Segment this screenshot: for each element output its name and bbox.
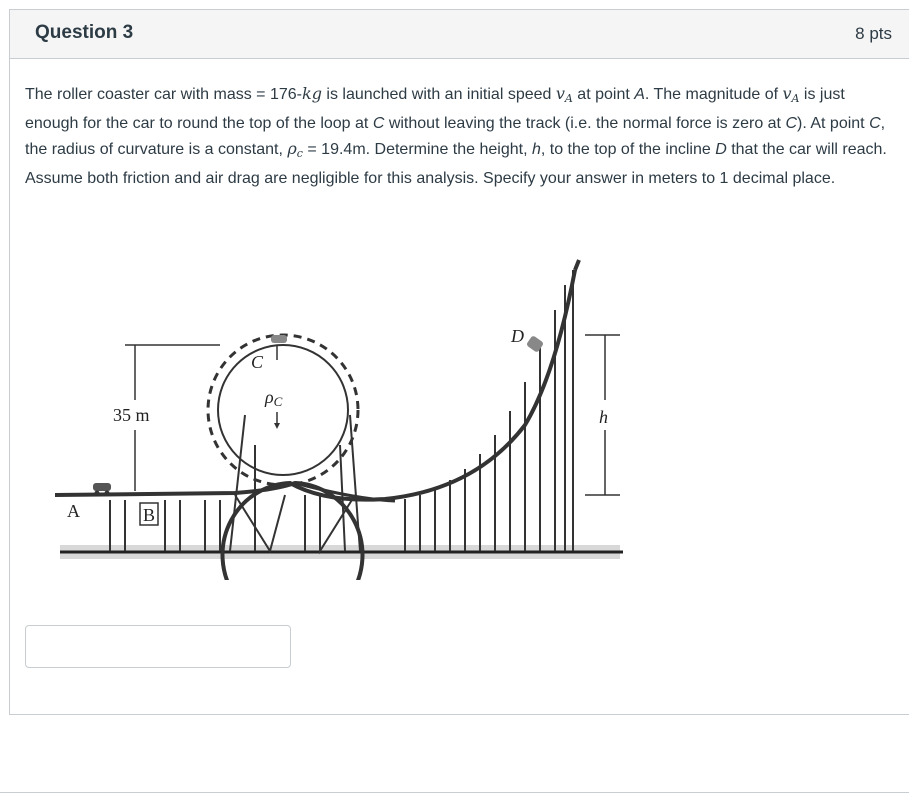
- text-segment: is launched with an initial speed: [321, 86, 556, 103]
- point-d: D: [715, 141, 727, 158]
- coaster-car-top-icon: [271, 335, 287, 343]
- question-title: Question 3: [35, 22, 134, 43]
- math-v: v: [782, 84, 792, 103]
- question-points: 8 pts: [855, 24, 892, 43]
- question-text: [25, 81, 887, 191]
- answer-input[interactable]: [25, 625, 291, 668]
- text-segment: . The magnitude of: [644, 86, 783, 103]
- track-supports: [110, 270, 573, 551]
- label-35m: 35 m: [113, 405, 150, 425]
- point-a: A: [634, 86, 645, 103]
- loop-inner: [218, 345, 348, 475]
- math-rho: ρ: [287, 139, 297, 158]
- text-segment: is just enough for the car to round the top of the loop at: [25, 86, 845, 132]
- point-c: C: [372, 115, 385, 132]
- label-rho: ρC: [265, 387, 283, 409]
- math-subscript-a: A: [791, 92, 800, 105]
- math-v: v: [555, 84, 565, 103]
- var-h: h: [531, 141, 541, 158]
- track: [55, 270, 575, 580]
- math-subscript-c: c: [296, 147, 303, 160]
- loop-ties: [208, 335, 358, 485]
- text-segment: = 19.4m. Determine the height,: [302, 141, 532, 158]
- text-segment: that the car will reach. Assume both friction and air drag are negligible for this analysis. Specify your answer in meters to 1 decimal place.: [25, 141, 887, 187]
- bottom-divider: [0, 792, 909, 793]
- text-segment: , the radius of curvature is a constant,: [25, 115, 886, 158]
- text-segment: The roller coaster car with mass = 176-: [25, 86, 302, 103]
- label-c: C: [251, 352, 264, 372]
- text-segment: at point: [572, 86, 635, 103]
- point-c: C: [869, 115, 881, 132]
- text-segment: ). At point: [797, 115, 870, 132]
- label-d: D: [511, 326, 524, 346]
- math-unit-kg: kg: [302, 84, 322, 103]
- coaster-car-d-icon: [526, 335, 544, 353]
- label-b: B: [143, 505, 156, 525]
- label-h: h: [599, 407, 608, 427]
- label-a: A: [67, 501, 80, 521]
- roller-coaster-figure: [55, 255, 630, 580]
- text-segment: without leaving the track (i.e. the normal force is zero at: [384, 115, 786, 132]
- point-c: C: [785, 115, 798, 132]
- text-segment: , to the top of the incline: [540, 141, 716, 158]
- question-header: [10, 10, 909, 59]
- math-subscript-a: A: [564, 92, 573, 105]
